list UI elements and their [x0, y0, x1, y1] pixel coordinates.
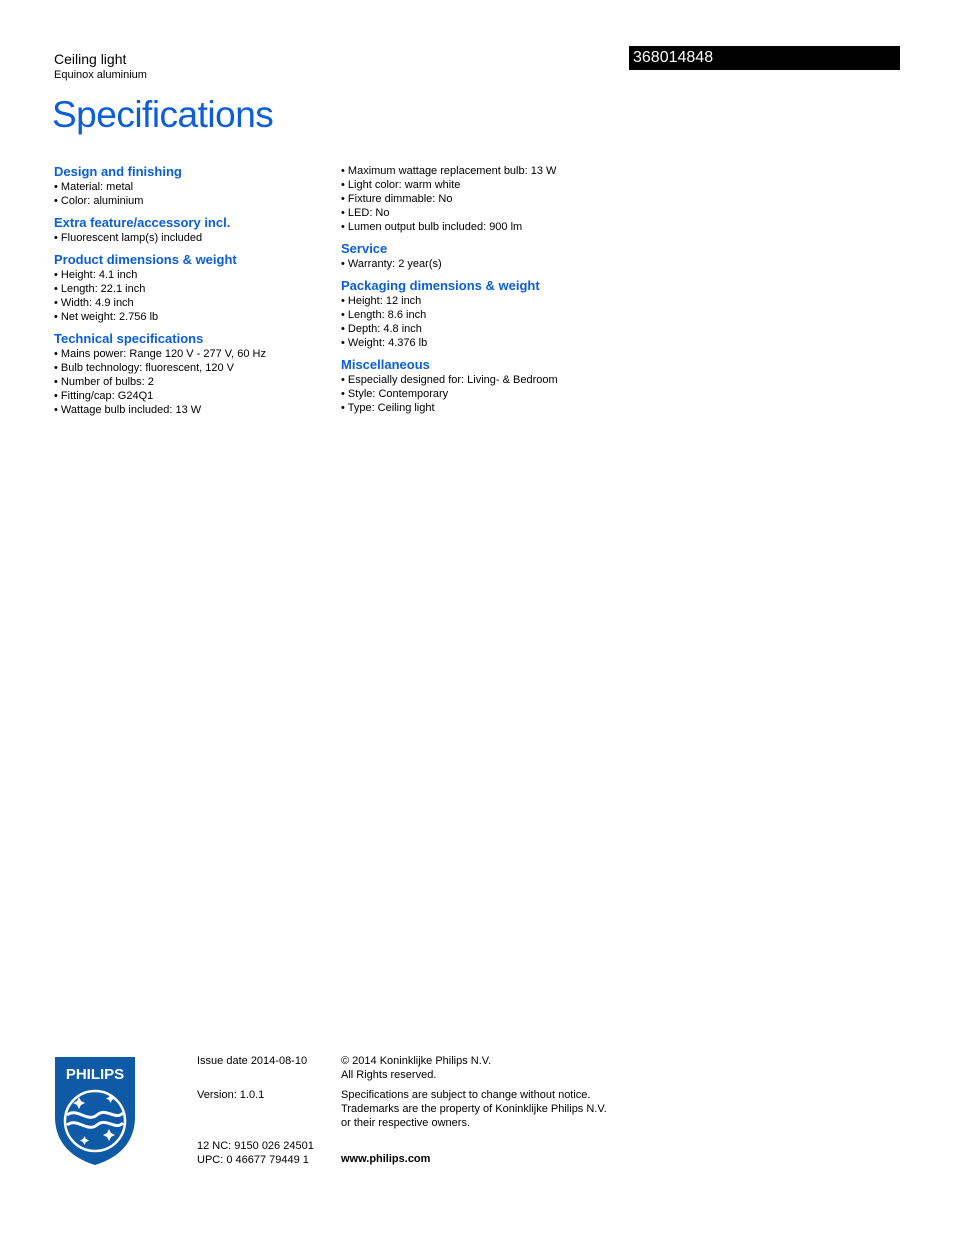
- spec-list: [341, 164, 621, 234]
- spec-item: • Warranty: 2 year(s): [341, 257, 621, 271]
- issue-date: Issue date 2014-08-10: [197, 1055, 308, 1067]
- philips-shield-logo: [53, 1055, 137, 1167]
- spec-item: • Mains power: Range 120 V - 277 V, 60 Hz: [54, 347, 334, 361]
- spec-item: • Height: 4.1 inch: [54, 268, 334, 282]
- section-title: Extra feature/accessory incl.: [54, 215, 231, 230]
- disclaimer-block: [341, 1088, 641, 1130]
- nc-code: 12 NC: 9150 026 24501: [197, 1140, 314, 1152]
- spec-item: • Maximum wattage replacement bulb: 13 W: [341, 164, 621, 178]
- spec-item: • Depth: 4.8 inch: [341, 322, 621, 336]
- spec-item: • Fitting/cap: G24Q1: [54, 389, 334, 403]
- spec-item: • Net weight: 2.756 lb: [54, 310, 334, 324]
- disclaimer-line: Trademarks are the property of Koninklijke Philips N.V.: [341, 1103, 607, 1115]
- spec-item: • Length: 22.1 inch: [54, 282, 334, 296]
- spec-list: [341, 373, 621, 415]
- rights: All Rights reserved.: [341, 1069, 437, 1081]
- section-title: Technical specifications: [54, 331, 204, 346]
- spec-section: [341, 357, 621, 415]
- spec-item: • LED: No: [341, 206, 621, 220]
- product-codes: [197, 1139, 314, 1167]
- upc-code: UPC: 0 46677 79449 1: [197, 1154, 309, 1166]
- section-title: Service: [341, 241, 388, 256]
- spec-item: • Fluorescent lamp(s) included: [54, 231, 334, 245]
- spec-section: [54, 215, 334, 245]
- copyright-block: [341, 1054, 491, 1082]
- disclaimer-line: or their respective owners.: [341, 1117, 470, 1129]
- spec-section: [54, 164, 334, 208]
- spec-item: • Style: Contemporary: [341, 387, 621, 401]
- spec-item: • Especially designed for: Living- & Bedroom: [341, 373, 621, 387]
- spec-list: [54, 347, 334, 417]
- section-title: Design and finishing: [54, 164, 182, 179]
- spec-item: • Wattage bulb included: 13 W: [54, 403, 334, 417]
- spec-item: • Height: 12 inch: [341, 294, 621, 308]
- logo-text: PHILIPS: [65, 1066, 125, 1083]
- spec-list: [341, 294, 621, 350]
- spec-item: • Weight: 4.376 lb: [341, 336, 621, 350]
- spec-item: • Number of bulbs: 2: [54, 375, 334, 389]
- spec-item: • Lumen output bulb included: 900 lm: [341, 220, 621, 234]
- spec-item: • Type: Ceiling light: [341, 401, 621, 415]
- spec-list: [54, 231, 334, 245]
- product-subtitle: Equinox aluminium: [54, 69, 147, 81]
- version: Version: 1.0.1: [197, 1089, 265, 1101]
- spec-item: • Bulb technology: fluorescent, 120 V: [54, 361, 334, 375]
- page-title: Specifications: [52, 94, 274, 135]
- right-column: [341, 164, 621, 422]
- left-column: [54, 164, 334, 424]
- section-title: Product dimensions & weight: [54, 252, 237, 267]
- spec-item: • Color: aluminium: [54, 194, 334, 208]
- spec-item: • Light color: warm white: [341, 178, 621, 192]
- spec-item: • Length: 8.6 inch: [341, 308, 621, 322]
- spec-item: • Width: 4.9 inch: [54, 296, 334, 310]
- spec-section: [341, 278, 621, 350]
- product-code-bar: 368014848: [629, 46, 900, 70]
- spec-section: [341, 164, 621, 234]
- spec-section: [54, 331, 334, 417]
- spec-list: [341, 257, 621, 271]
- spec-section: [54, 252, 334, 324]
- spec-item: • Fixture dimmable: No: [341, 192, 621, 206]
- disclaimer-line: Specifications are subject to change without notice.: [341, 1089, 591, 1101]
- section-title: Miscellaneous: [341, 357, 430, 372]
- product-name: Ceiling light: [54, 51, 127, 67]
- website-link[interactable]: www.philips.com: [341, 1153, 431, 1165]
- spec-list: [54, 180, 334, 208]
- spec-item: • Material: metal: [54, 180, 334, 194]
- copyright: © 2014 Koninklijke Philips N.V.: [341, 1055, 492, 1067]
- spec-list: [54, 268, 334, 324]
- section-title: Packaging dimensions & weight: [341, 278, 540, 293]
- spec-section: [341, 241, 621, 271]
